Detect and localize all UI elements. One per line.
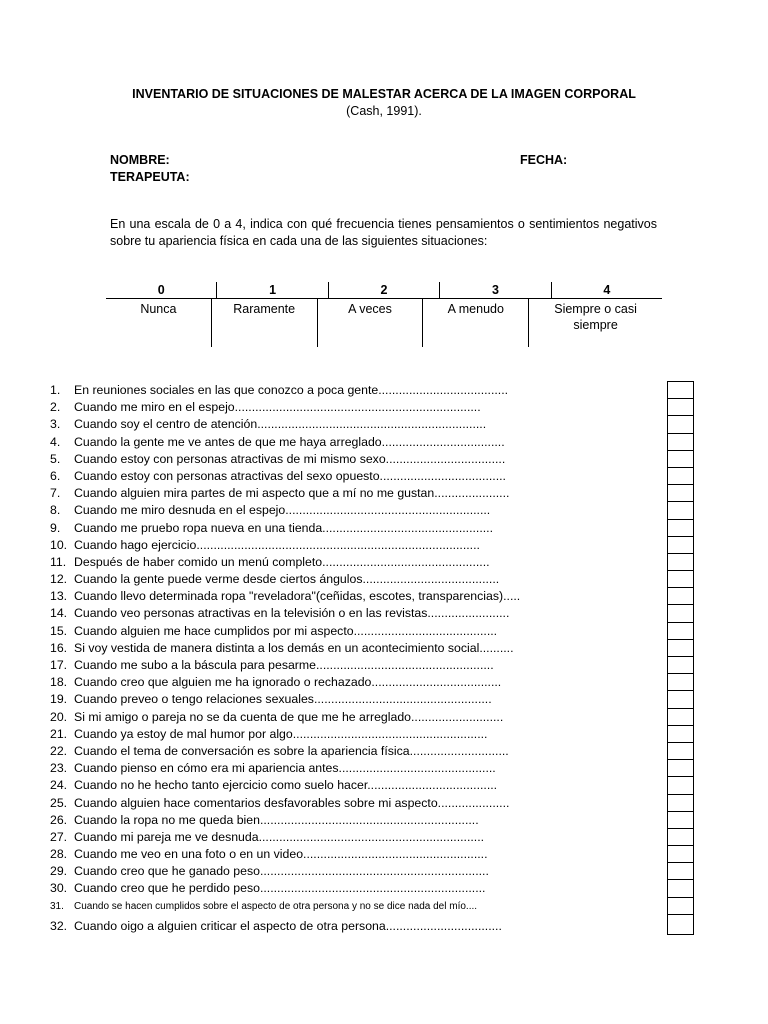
answer-box[interactable]: [668, 520, 693, 537]
answer-box[interactable]: [668, 537, 693, 554]
scale-values-row: [106, 282, 662, 299]
document-title: INVENTARIO DE SITUACIONES DE MALESTAR ACERCA DE LA IMAGEN CORPORAL: [132, 87, 636, 101]
list-item: [50, 863, 650, 880]
answer-box[interactable]: [668, 623, 693, 640]
answer-box[interactable]: [668, 846, 693, 863]
answer-box[interactable]: [668, 605, 693, 622]
item-text: Cuando la gente me ve antes de que me haya arreglado....................................: [74, 434, 505, 449]
list-item: [50, 485, 650, 502]
answer-box[interactable]: [668, 588, 693, 605]
list-item: [50, 434, 650, 451]
answer-box[interactable]: [668, 812, 693, 829]
scale-label: Nunca: [140, 302, 177, 316]
answer-box[interactable]: [668, 726, 693, 743]
list-item: [50, 880, 650, 897]
item-text: Cuando mi pareja me ve desnuda..................................................................: [74, 829, 485, 844]
item-number: 6.: [50, 468, 61, 483]
list-item: [50, 399, 650, 416]
item-number: 10.: [50, 537, 68, 552]
item-text: Cuando preveo o tengo relaciones sexuales....................................................: [74, 692, 492, 707]
item-number: 27.: [50, 829, 68, 844]
list-item: [50, 795, 650, 812]
item-number: 32.: [50, 918, 68, 933]
answer-box[interactable]: [668, 451, 693, 468]
list-item: [50, 760, 650, 777]
item-number: 4.: [50, 434, 61, 449]
answer-box[interactable]: [668, 502, 693, 519]
answer-box[interactable]: [668, 657, 693, 674]
scale-value: 2: [328, 282, 439, 298]
item-number: 24.: [50, 778, 68, 793]
item-number: 17.: [50, 658, 68, 672]
item-number: 14.: [50, 606, 68, 621]
list-item: [50, 812, 650, 829]
item-number: 26.: [50, 812, 68, 827]
nombre-label: NOMBRE:: [110, 153, 170, 167]
item-number: 18.: [50, 675, 68, 690]
item-number: 9.: [50, 520, 61, 535]
item-number: 13.: [50, 589, 68, 604]
list-item: [50, 554, 650, 571]
scale-value: 3: [439, 282, 550, 298]
answer-box[interactable]: [668, 709, 693, 726]
item-text: Cuando alguien hace comentarios desfavorables sobre mi aspecto.....................: [74, 795, 510, 810]
list-item: [50, 777, 650, 794]
list-item: [50, 846, 650, 863]
item-text: Cuando creo que he perdido peso..................................................................: [74, 881, 486, 896]
list-item: [50, 657, 650, 674]
answer-box[interactable]: [668, 915, 693, 935]
answer-box[interactable]: [668, 416, 693, 433]
item-text: Cuando me subo a la báscula para pesarme....................................................: [74, 658, 494, 672]
item-number: 31.: [50, 900, 64, 912]
list-item: [50, 468, 650, 485]
answer-box[interactable]: [668, 571, 693, 588]
item-text: Cuando alguien mira partes de mi aspecto que a mí no me gustan......................: [74, 486, 510, 501]
item-number: 21.: [50, 726, 68, 741]
list-item: [50, 520, 650, 537]
item-text: Cuando pienso en cómo era mi apariencia antes..............................................: [74, 761, 496, 776]
item-text: Cuando me miro desnuda en el espejo............................................................: [74, 503, 491, 518]
item-number: 20.: [50, 709, 68, 724]
item-text: Cuando creo que he ganado peso...................................................................: [74, 864, 489, 879]
item-text: Si mi amigo o pareja no se da cuenta de que me he arreglado...........................: [74, 709, 504, 724]
list-item: [50, 382, 650, 399]
scale-value: 1: [216, 282, 327, 298]
item-text: Cuando me pruebo ropa nueva en una tienda..................................................: [74, 520, 494, 535]
answer-box[interactable]: [668, 760, 693, 777]
item-number: 8.: [50, 503, 61, 518]
list-item: [50, 829, 650, 846]
fecha-label: FECHA:: [520, 153, 568, 167]
item-number: 16.: [50, 640, 68, 655]
item-number: 5.: [50, 451, 61, 466]
item-text: Cuando llevo determinada ropa "reveladora"(ceñidas, escotes, transparencias).....: [74, 589, 521, 604]
item-text: Cuando no he hecho tanto ejercicio como suelo hacer......................................: [74, 778, 498, 793]
item-number: 1.: [50, 383, 61, 397]
item-text: Si voy vestida de manera distinta a los demás en un acontecimiento social..........: [74, 640, 514, 655]
item-number: 7.: [50, 486, 61, 501]
answer-column: [667, 381, 694, 935]
list-item: [50, 451, 650, 468]
answer-box[interactable]: [668, 898, 693, 915]
answer-box[interactable]: [668, 399, 693, 416]
item-number: 30.: [50, 881, 68, 896]
scale-label: A veces: [317, 299, 423, 347]
item-text: Cuando alguien me hace cumplidos por mi aspecto..........................................: [74, 623, 498, 638]
answer-box[interactable]: [668, 485, 693, 502]
scale-label: A menudo: [422, 299, 528, 347]
list-item: [50, 898, 650, 915]
item-text: Cuando el tema de conversación es sobre la apariencia física.............................: [74, 743, 509, 758]
answer-box[interactable]: [668, 743, 693, 760]
instructions-text: En una escala de 0 a 4, indica con qué frecuencia tienes pensamientos o sentimientos negativos sobre tu apariencia física en cada una de las siguientes situaciones:: [110, 217, 657, 248]
list-item: [50, 691, 650, 708]
list-item: [50, 588, 650, 605]
scale-label: Siempre o casi siempre: [528, 299, 662, 347]
scale-labels-row: [106, 299, 662, 347]
answer-box[interactable]: [668, 863, 693, 880]
item-number: 19.: [50, 692, 68, 707]
answer-box[interactable]: [668, 880, 693, 897]
list-item: [50, 502, 650, 519]
item-text: Cuando soy el centro de atención...................................................................: [74, 417, 487, 432]
item-number: 11.: [50, 554, 67, 569]
answer-box[interactable]: [668, 795, 693, 812]
list-item: [50, 915, 650, 937]
item-number: 25.: [50, 795, 68, 810]
item-number: 12.: [50, 572, 68, 587]
answer-box[interactable]: [668, 434, 693, 451]
item-text: Después de haber comido un menú completo.................................................: [74, 554, 490, 569]
answer-box[interactable]: [668, 777, 693, 794]
item-number: 22.: [50, 743, 68, 758]
list-item: [50, 623, 650, 640]
list-item: [50, 709, 650, 726]
item-text: Cuando oigo a alguien criticar el aspecto de otra persona..................................: [74, 918, 502, 933]
terapeuta-label: TERAPEUTA:: [110, 170, 190, 184]
answer-box[interactable]: [668, 382, 693, 399]
item-text: Cuando la gente puede verme desde ciertos ángulos........................................: [74, 572, 500, 587]
list-item: [50, 537, 650, 554]
item-text: Cuando creo que alguien me ha ignorado o rechazado......................................: [74, 675, 502, 690]
item-number: 28.: [50, 847, 68, 862]
item-text: Cuando veo personas atractivas en la televisión o en las revistas........................: [74, 606, 510, 621]
list-item: [50, 726, 650, 743]
list-item: [50, 605, 650, 622]
item-text: Cuando hago ejercicio...................................................................................: [74, 537, 480, 552]
document-citation: (Cash, 1991).: [346, 104, 422, 118]
situation-list: [50, 382, 650, 937]
item-text: Cuando estoy con personas atractivas del sexo opuesto.....................................: [74, 468, 506, 483]
answer-box[interactable]: [668, 691, 693, 708]
rating-scale-table: [106, 282, 662, 347]
answer-box[interactable]: [668, 674, 693, 691]
item-text: Cuando me veo en una foto o en un video......................................................: [74, 847, 488, 862]
list-item: [50, 416, 650, 433]
item-text: Cuando ya estoy de mal humor por algo.........................................................: [74, 726, 488, 741]
answer-box[interactable]: [668, 468, 693, 485]
answer-box[interactable]: [668, 554, 693, 571]
scale-label: Raramente: [211, 299, 317, 347]
list-item: [50, 674, 650, 691]
item-number: 29.: [50, 864, 68, 879]
list-item: [50, 571, 650, 588]
list-item: [50, 640, 650, 657]
answer-box[interactable]: [668, 640, 693, 657]
answer-box[interactable]: [668, 829, 693, 846]
item-number: 15.: [50, 623, 68, 638]
item-number: 2.: [50, 400, 61, 415]
list-item: [50, 743, 650, 760]
scale-value: 0: [157, 283, 165, 297]
item-number: 3.: [50, 417, 61, 432]
item-text: Cuando me miro en el espejo........................................................................: [74, 400, 481, 415]
item-number: 23.: [50, 761, 68, 776]
item-text: Cuando la ropa no me queda bien................................................................: [74, 812, 479, 827]
item-text: En reuniones sociales en las que conozco a poca gente......................................: [74, 383, 509, 397]
scale-value: 4: [551, 282, 662, 298]
item-text: Cuando estoy con personas atractivas de mi mismo sexo...................................: [74, 451, 506, 466]
item-text: Cuando se hacen cumplidos sobre el aspecto de otra persona y no se dice nada del mío....: [74, 900, 478, 912]
